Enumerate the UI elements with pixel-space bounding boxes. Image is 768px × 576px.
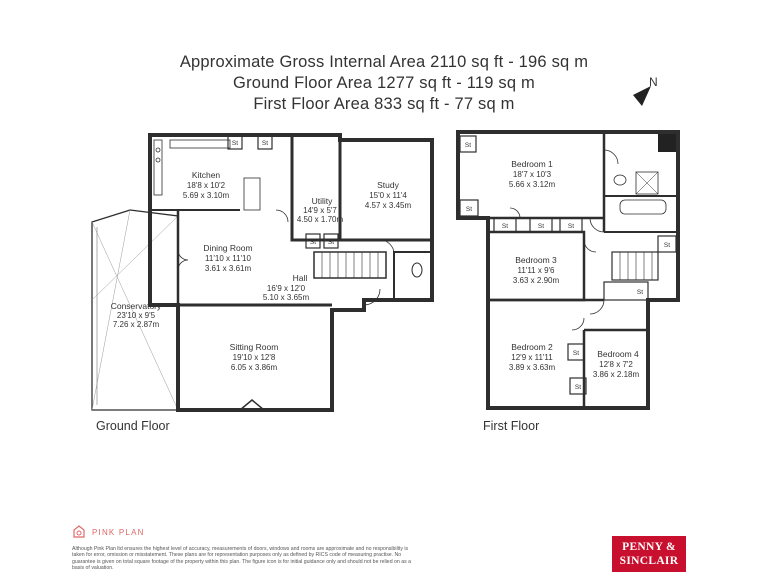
storage-label: St <box>572 350 580 357</box>
conservatory-name: Conservatory <box>110 301 162 311</box>
bedroom3-imperial: 11'11 x 9'6 <box>517 266 555 275</box>
pink-plan-brand <box>72 525 145 539</box>
hall-name: Hall <box>292 273 308 283</box>
utility-metric: 4.50 x 1.70m <box>296 215 344 224</box>
pink-plan-name: PINK PLAN <box>92 527 145 537</box>
storage-label: St <box>567 223 575 230</box>
bedroom1-name: Bedroom 1 <box>511 159 553 169</box>
bedroom4-imperial: 12'8 x 7'2 <box>599 360 633 369</box>
storage-label: St <box>261 140 269 147</box>
agent-logo-line1: PENNY & <box>622 541 676 553</box>
storage-label: St <box>501 223 509 230</box>
hall-imperial: 16'9 x 12'0 <box>266 284 306 293</box>
bedroom3-name: Bedroom 3 <box>515 255 557 265</box>
conservatory-imperial: 23'10 x 9'5 <box>116 311 156 320</box>
bedroom2-metric: 3.89 x 3.63m <box>508 363 556 372</box>
sitting-name: Sitting Room <box>229 342 279 352</box>
bedroom2-name: Bedroom 2 <box>511 342 553 352</box>
gross-area-text: Approximate Gross Internal Area 2110 sq ft - 196 sq m <box>179 53 589 71</box>
compass-icon <box>633 75 658 106</box>
hall-metric: 5.10 x 3.65m <box>262 293 310 302</box>
bedroom4-metric: 3.86 x 2.18m <box>592 370 640 379</box>
agent-logo <box>612 536 686 572</box>
storage-label: St <box>309 239 317 246</box>
first-area-text: First Floor Area 833 sq ft - 77 sq m <box>253 95 515 113</box>
ground-floor-labels <box>111 140 412 372</box>
storage-label: St <box>574 384 582 391</box>
disclaimer-text: Although Pink Plan ltd ensures the highest level of accuracy, measurements of doors, windows and rooms are approximate and no responsibility is taken for error, omission or misstatement. These plans are for representation purposes only as defined by RICS code of measuring practise. No guarantee is given on total square footage of the property within this plan. The figure icon is for initial guidance only and should not be relied on as a basis of valuation. <box>72 546 412 572</box>
pink-plan-logo-icon <box>72 525 86 539</box>
bedroom1-metric: 5.66 x 3.12m <box>508 180 556 189</box>
storage-label: St <box>537 223 545 230</box>
first-floor-plan <box>458 132 678 408</box>
kitchen-name: Kitchen <box>191 170 221 180</box>
study-imperial: 15'0 x 11'4 <box>369 191 407 200</box>
dining-imperial: 11'10 x 11'10 <box>205 254 251 263</box>
utility-imperial: 14'9 x 5'7 <box>303 206 337 215</box>
storage-label: St <box>636 289 644 296</box>
storage-label: St <box>464 142 472 149</box>
bedroom2-imperial: 12'9 x 11'11 <box>511 353 553 362</box>
compass-letter: N <box>649 75 658 89</box>
ground-floor-label: Ground Floor <box>96 419 170 433</box>
bedroom3-metric: 3.63 x 2.90m <box>512 276 560 285</box>
storage-label: St <box>465 206 473 213</box>
study-name: Study <box>377 180 399 190</box>
sitting-imperial: 19'10 x 12'8 <box>232 353 276 362</box>
first-floor-label: First Floor <box>483 419 540 433</box>
conservatory-metric: 7.26 x 2.87m <box>112 320 160 329</box>
bedroom4-name: Bedroom 4 <box>597 349 639 359</box>
storage-label: St <box>663 242 671 249</box>
kitchen-imperial: 18'8 x 10'2 <box>186 181 226 190</box>
ground-area-text: Ground Floor Area 1277 sq ft - 119 sq m <box>233 74 535 92</box>
dining-metric: 3.61 x 3.61m <box>204 264 252 273</box>
storage-label: St <box>327 239 335 246</box>
bedroom1-imperial: 18'7 x 10'3 <box>512 170 552 179</box>
study-metric: 4.57 x 3.45m <box>364 201 412 210</box>
utility-name: Utility <box>311 196 333 206</box>
agent-logo-line2: SINCLAIR <box>619 555 679 567</box>
storage-label: St <box>231 140 239 147</box>
kitchen-metric: 5.69 x 3.10m <box>182 191 230 200</box>
sitting-metric: 6.05 x 3.86m <box>230 363 278 372</box>
dining-name: Dining Room <box>203 243 253 253</box>
